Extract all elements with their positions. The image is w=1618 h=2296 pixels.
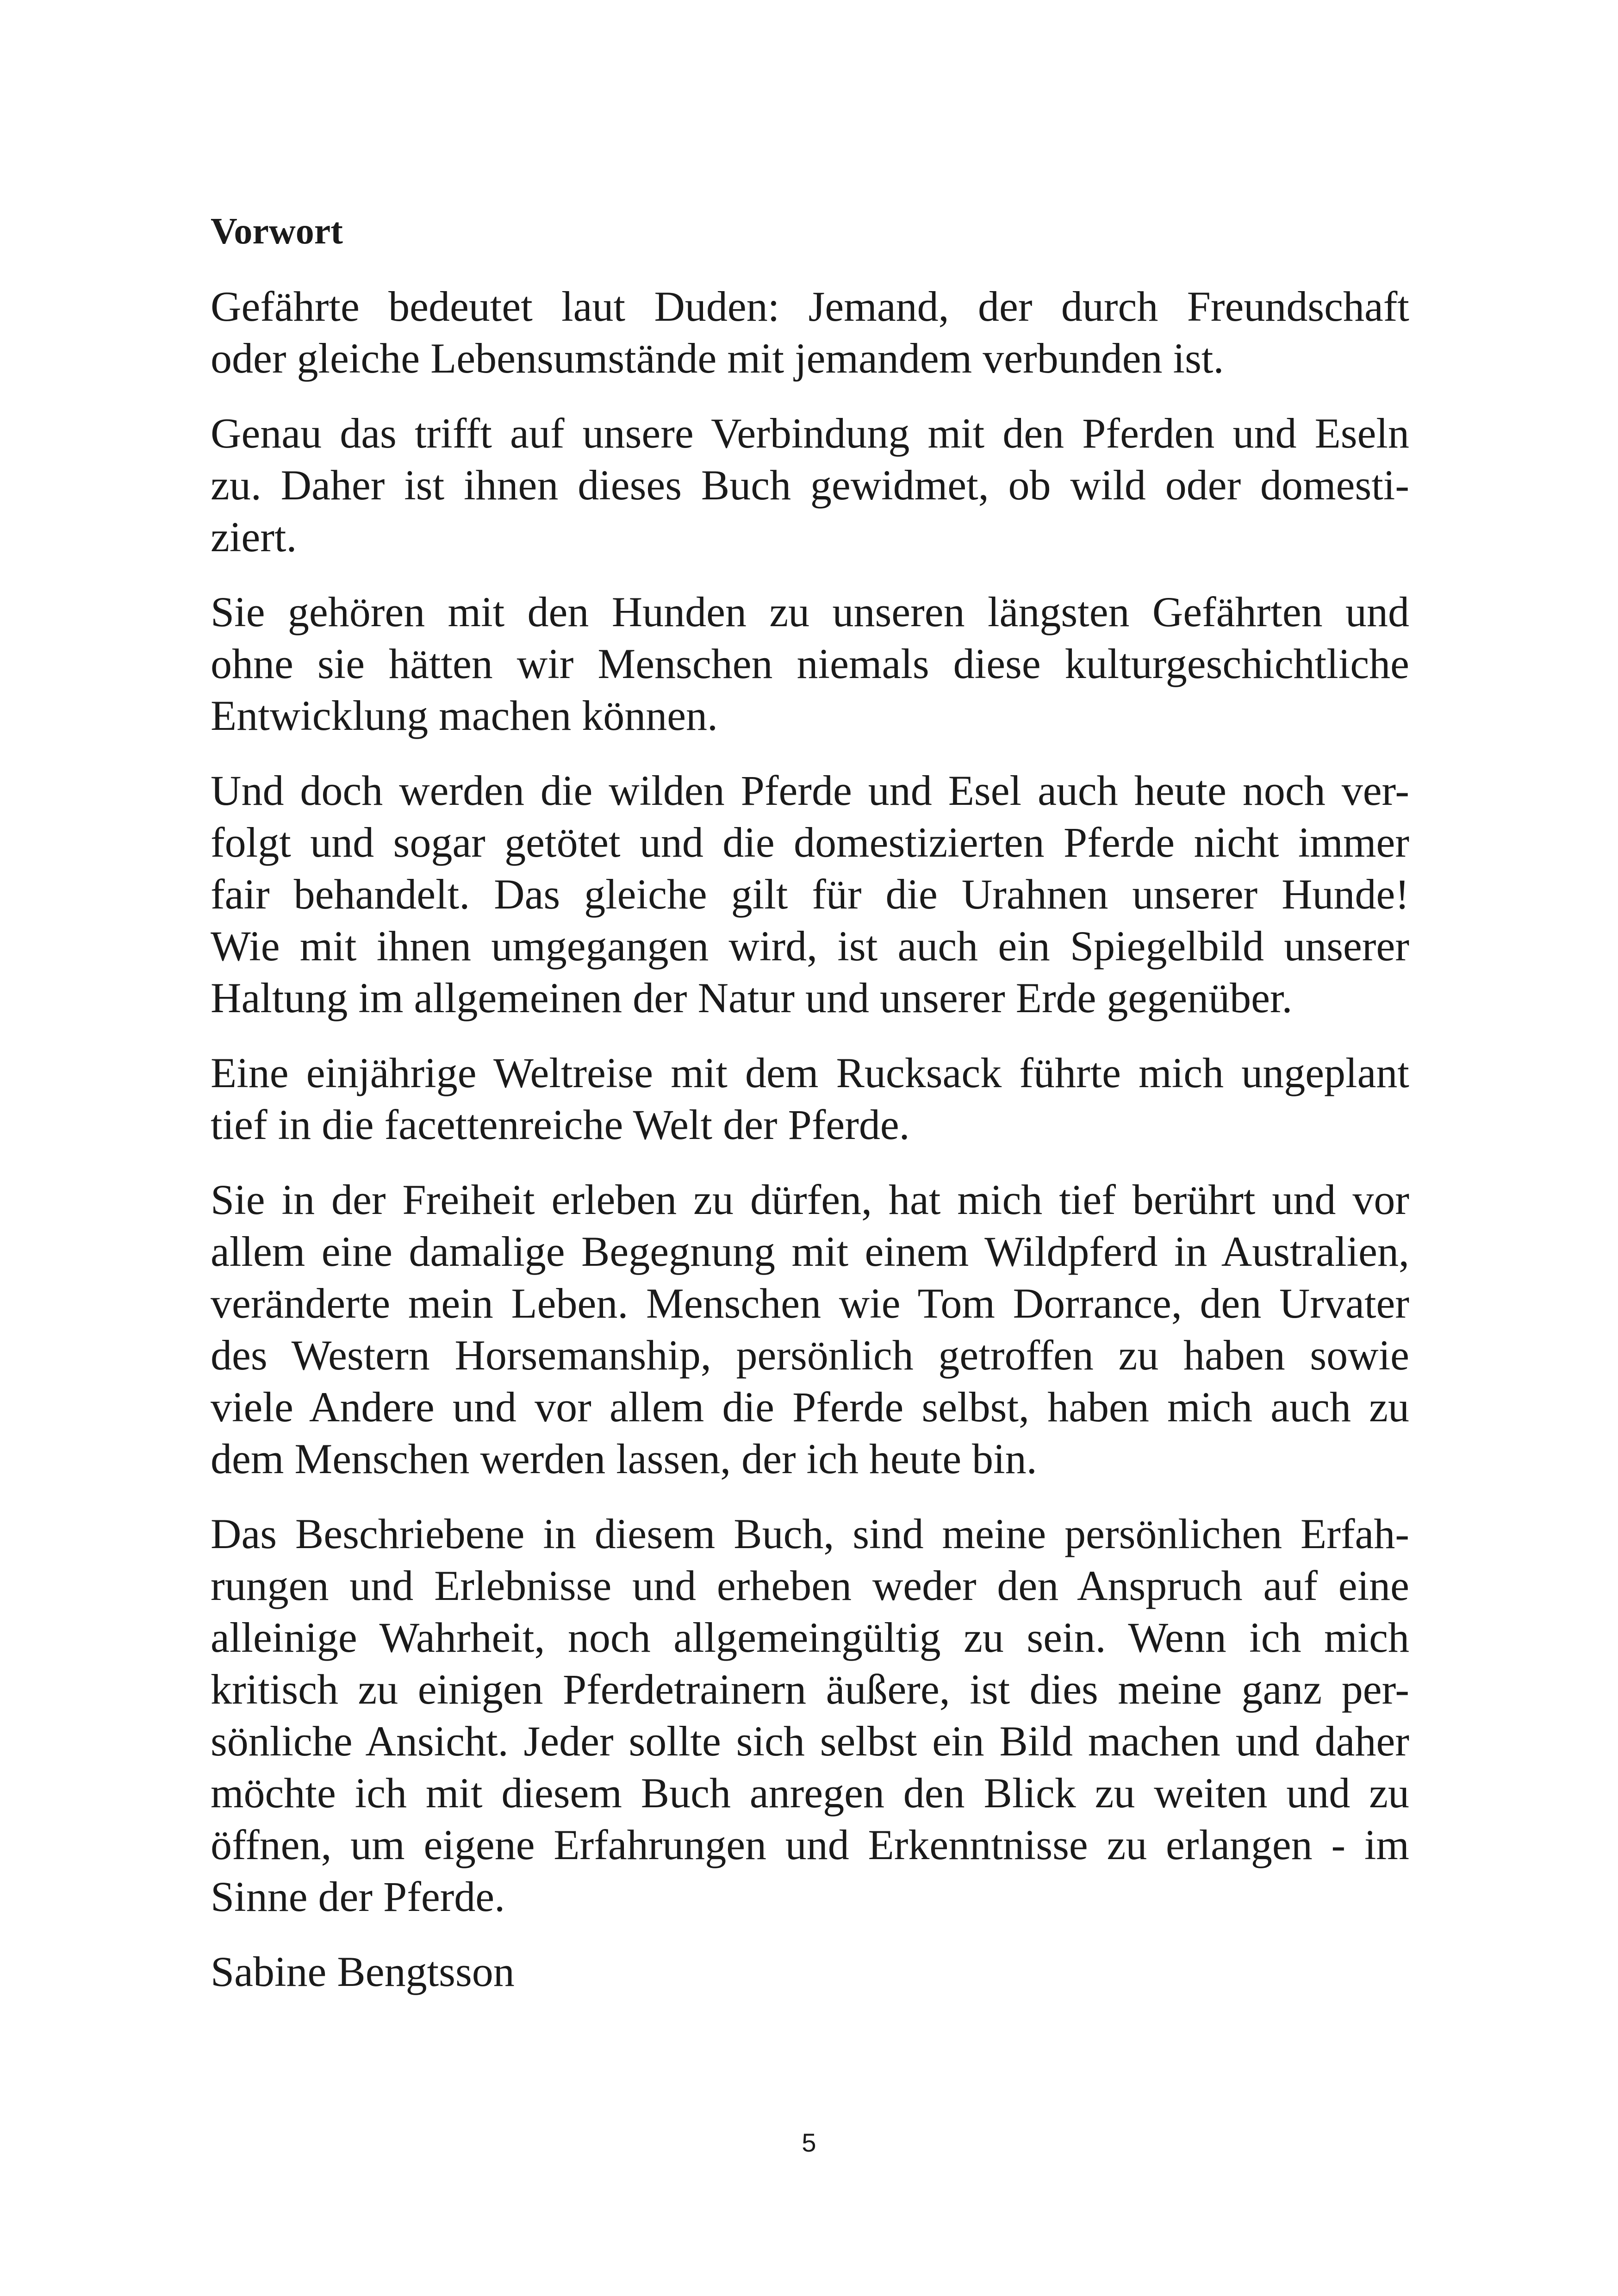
- text-line: Sie in der Freiheit erleben zu dürfen, hat mich tief berührt und vor: [211, 1176, 1409, 1223]
- text-line: Und doch werden die wilden Pferde und Esel auch heute noch ver-: [211, 767, 1409, 814]
- paragraph: [211, 1508, 1409, 1923]
- text-line: des Western Horsemanship, persönlich getroffen zu haben sowie: [211, 1332, 1409, 1379]
- page-content: [211, 208, 1409, 1997]
- text-line: Haltung im allgemeinen der Natur und unserer Erde gegenüber.: [211, 974, 1293, 1021]
- text-line: zu. Daher ist ihnen dieses Buch gewidmet, ob wild oder domesti-: [211, 461, 1409, 509]
- page-title: Vorwort: [211, 211, 343, 252]
- text-line: Das Beschriebene in diesem Buch, sind meine persönlichen Erfah-: [211, 1510, 1409, 1557]
- text-line: tief in die facettenreiche Welt der Pferde.: [211, 1101, 910, 1148]
- text-line: Sie gehören mit den Hunden zu unseren längsten Gefährten und: [211, 588, 1409, 635]
- text-line: fair behandelt. Das gleiche gilt für die Urahnen unserer Hunde!: [211, 871, 1409, 918]
- text-line: sönliche Ansicht. Jeder sollte sich selbst ein Bild machen und daher: [211, 1717, 1409, 1765]
- paragraph: [211, 407, 1409, 563]
- paragraph: [211, 765, 1409, 1024]
- text-line: oder gleiche Lebensumstände mit jemandem verbunden ist.: [211, 335, 1224, 382]
- text-line: veränderte mein Leben. Menschen wie Tom Dorrance, den Urvater: [211, 1280, 1409, 1327]
- paragraph: [211, 586, 1409, 741]
- text-line: Genau das trifft auf unsere Verbindung mit den Pferden und Eseln: [211, 410, 1409, 457]
- text-line: öffnen, um eigene Erfahrungen und Erkenntnisse zu erlangen - im: [211, 1821, 1409, 1868]
- paragraph: [211, 280, 1409, 384]
- text-line: Sinne der Pferde.: [211, 1873, 505, 1920]
- text-line: alleinige Wahrheit, noch allgemeingültig zu sein. Wenn ich mich: [211, 1614, 1409, 1661]
- text-line: rungen und Erlebnisse und erheben weder den Anspruch auf eine: [211, 1562, 1409, 1609]
- text-line: Eine einjährige Weltreise mit dem Rucksack führte mich ungeplant: [211, 1049, 1409, 1096]
- text-line: möchte ich mit diesem Buch anregen den Blick zu weiten und zu: [211, 1769, 1409, 1817]
- text-line: Gefährte bedeutet laut Duden: Jemand, der durch Freundschaft: [211, 283, 1409, 330]
- paragraph: [211, 1174, 1409, 1485]
- author-signature: Sabine Bengtsson: [211, 1948, 515, 1995]
- text-line: Wie mit ihnen umgegangen wird, ist auch ein Spiegelbild unserer: [211, 922, 1409, 970]
- page-number: 5: [802, 2128, 816, 2157]
- text-line: ohne sie hätten wir Menschen niemals diese kulturgeschichtliche: [211, 640, 1409, 687]
- text-line: allem eine damalige Begegnung mit einem Wildpferd in Australien,: [211, 1228, 1409, 1275]
- paragraph: [211, 1047, 1409, 1151]
- text-line: folgt und sogar getötet und die domestizierten Pferde nicht immer: [211, 819, 1409, 866]
- text-line: dem Menschen werden lassen, der ich heute bin.: [211, 1435, 1037, 1482]
- text-line: ziert.: [211, 513, 297, 560]
- text-line: kritisch zu einigen Pferdetrainern äußere, ist dies meine ganz per-: [211, 1666, 1409, 1713]
- text-line: viele Andere und vor allem die Pferde selbst, haben mich auch zu: [211, 1383, 1409, 1431]
- text-line: Entwicklung machen können.: [211, 692, 718, 739]
